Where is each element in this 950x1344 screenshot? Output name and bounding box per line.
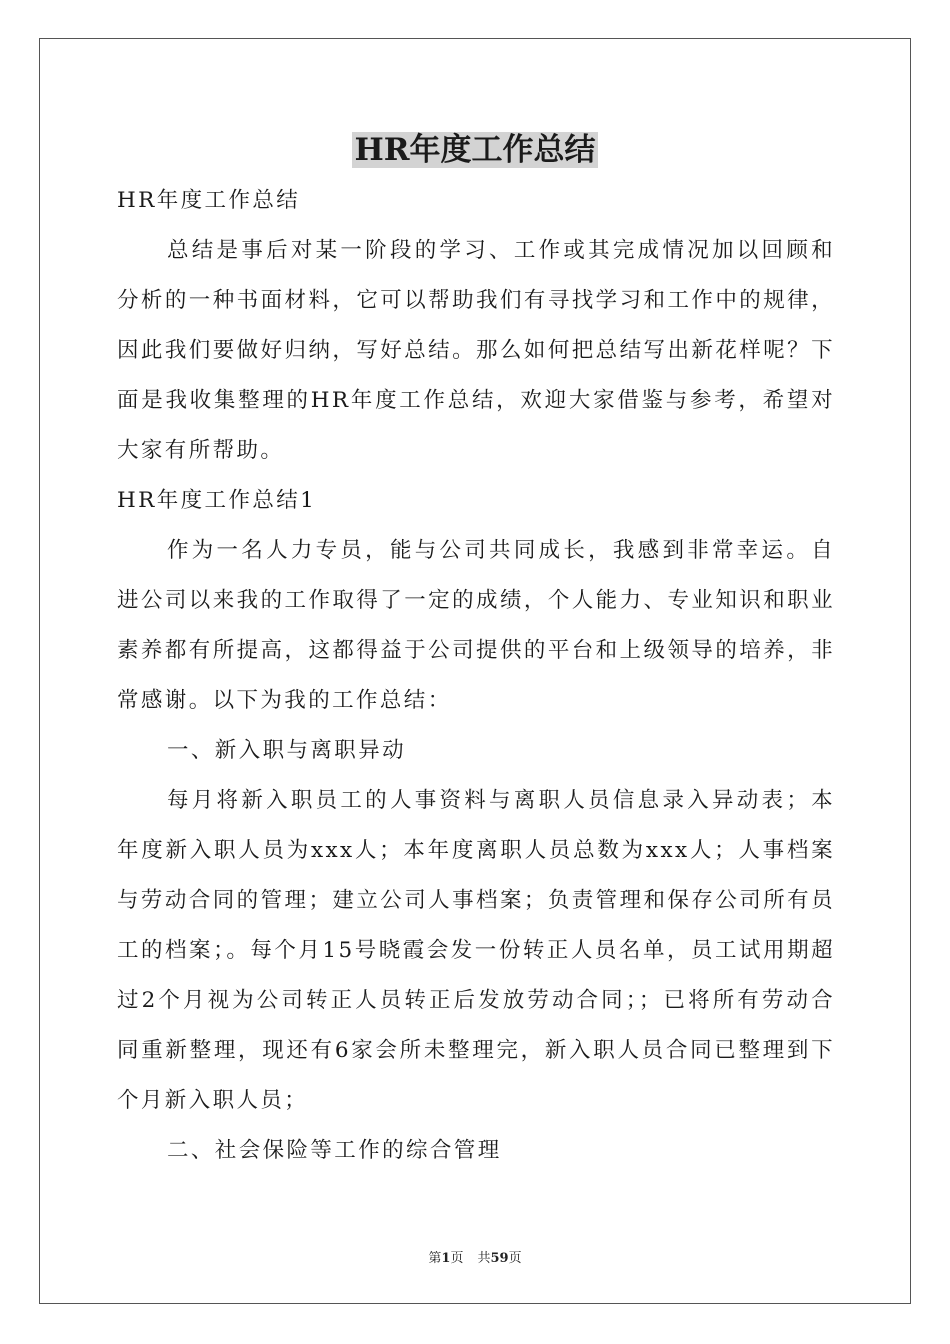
- footer-total-pages: 59: [490, 1251, 509, 1266]
- paragraph-heading-1: 一、新入职与离职异动: [167, 738, 407, 763]
- footer-total-prefix: 共: [477, 1251, 491, 1266]
- footer-page-prefix: 第: [428, 1251, 442, 1266]
- paragraph-section-heading: HR年度工作总结1: [117, 488, 317, 513]
- page-footer: [0, 1247, 950, 1266]
- document-title: [0, 128, 950, 172]
- footer-total-suffix: 页: [508, 1251, 522, 1266]
- paragraph-onboarding: 每月将新入职员工的人事资料与离职人员信息录入异动表；本年度新入职人员为xxx人；本年度离职人员总数为xxx人；人事档案与劳动合同的管理；建立公司人事档案；负责管理和保存公司所有员工的档案；。每个月15号晓霞会发一份转正人员名单，员工试用期超过2个月视为公司转正人员转正后发放劳动合同；；已将所有劳动合同重新整理，现还有6家会所未整理完，新入职人员合同已整理到下个月新入职人员；: [117, 788, 835, 1113]
- footer-page-suffix: 页: [450, 1251, 464, 1266]
- document-body: [117, 176, 835, 1176]
- document-title-text: HR年度工作总结: [354, 132, 596, 168]
- paragraph-intro: 总结是事后对某一阶段的学习、工作或其完成情况加以回顾和分析的一种书面材料，它可以帮助我们有寻找学习和工作中的规律，因此我们要做好归纳，写好总结。那么如何把总结写出新花样呢？下面是我收集整理的HR年度工作总结，欢迎大家借鉴与参考，希望对大家有所帮助。: [117, 238, 835, 463]
- paragraph-heading-2: 二、社会保险等工作的综合管理: [167, 1138, 502, 1163]
- paragraph-subtitle: HR年度工作总结: [117, 188, 301, 213]
- paragraph-opening: 作为一名人力专员，能与公司共同成长，我感到非常幸运。自进公司以来我的工作取得了一定的成绩，个人能力、专业知识和职业素养都有所提高，这都得益于公司提供的平台和上级领导的培养，非常感谢。以下为我的工作总结：: [117, 538, 835, 713]
- footer-page-number: 1: [441, 1251, 451, 1266]
